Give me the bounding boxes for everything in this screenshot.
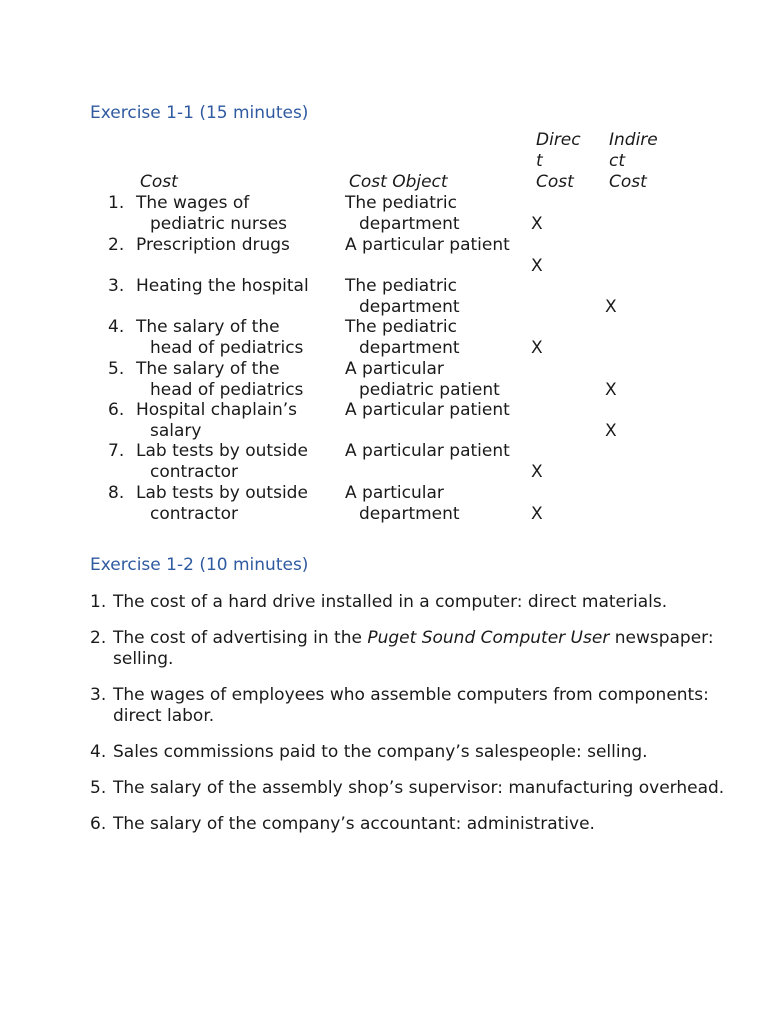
row-1-direct-mark: X: [531, 214, 543, 234]
row-6-indirect-mark: X: [605, 421, 617, 441]
row-1-number: 1.: [108, 193, 125, 213]
header-indirect-line-1: Indire: [609, 130, 658, 150]
list-item: 3. The wages of employees who assemble computers from components: direct labor.: [90, 685, 709, 726]
row-8-number: 8.: [108, 483, 125, 503]
header-cost: Cost: [140, 172, 178, 192]
exercise-1-2-title: Exercise 1-2 (10 minutes): [90, 555, 309, 575]
row-4-direct-mark: X: [531, 338, 543, 358]
row-8-direct-mark: X: [531, 504, 543, 524]
row-1-cost: The wages of: [136, 193, 250, 213]
header-indirect-line-2: ct: [609, 151, 626, 171]
row-2-direct-mark: X: [531, 256, 543, 276]
list-item: 5. The salary of the assembly shop’s supervisor: manufacturing overhead.: [90, 778, 725, 798]
list-item: 6. The salary of the company’s accountant: administrative.: [90, 814, 595, 834]
row-5-object-cont: pediatric patient: [359, 380, 500, 400]
row-5-cost: The salary of the: [136, 359, 280, 379]
header-direct-line-2: t: [536, 151, 543, 171]
header-indirect-line-3: Cost: [609, 172, 647, 192]
row-8-object: A particular: [345, 483, 444, 503]
row-4-cost: The salary of the: [136, 317, 280, 337]
row-6-cost: Hospital chaplain’s: [136, 400, 297, 420]
row-3-cost: Heating the hospital: [136, 276, 309, 296]
row-7-cost-cont: contractor: [150, 462, 238, 482]
row-6-cost-cont: salary: [150, 421, 202, 441]
row-7-cost: Lab tests by outside: [136, 441, 308, 461]
row-3-object-cont: department: [359, 297, 460, 317]
row-2-cost: Prescription drugs: [136, 235, 290, 255]
row-7-number: 7.: [108, 441, 125, 461]
row-4-number: 4.: [108, 317, 125, 337]
row-4-object: The pediatric: [345, 317, 457, 337]
list-item: 1. The cost of a hard drive installed in a computer: direct materials.: [90, 592, 668, 612]
header-direct-line-3: Cost: [536, 172, 574, 192]
row-8-cost-cont: contractor: [150, 504, 238, 524]
row-2-object: A particular patient: [345, 235, 510, 255]
row-1-object-cont: department: [359, 214, 460, 234]
list-item: 4. Sales commissions paid to the company’s salespeople: selling.: [90, 742, 648, 762]
row-1-object: The pediatric: [345, 193, 457, 213]
row-7-direct-mark: X: [531, 462, 543, 482]
row-5-cost-cont: head of pediatrics: [150, 380, 304, 400]
row-8-cost: Lab tests by outside: [136, 483, 308, 503]
row-6-number: 6.: [108, 400, 125, 420]
row-1-cost-cont: pediatric nurses: [150, 214, 288, 234]
header-cost-object: Cost Object: [349, 172, 448, 192]
row-8-object-cont: department: [359, 504, 460, 524]
row-4-object-cont: department: [359, 338, 460, 358]
row-5-object: A particular: [345, 359, 444, 379]
cost-classification-list: [90, 592, 730, 850]
row-3-object: The pediatric: [345, 276, 457, 296]
row-2-number: 2.: [108, 235, 125, 255]
row-6-object: A particular patient: [345, 400, 510, 420]
list-item: 2. The cost of advertising in the Puget Sound Computer User newspaper: selling.: [90, 628, 714, 669]
header-direct-line-1: Direc: [536, 130, 581, 150]
exercise-1-1-title: Exercise 1-1 (15 minutes): [90, 103, 309, 123]
row-5-indirect-mark: X: [605, 380, 617, 400]
newspaper-title: Puget Sound Computer User: [367, 628, 610, 648]
row-7-object: A particular patient: [345, 441, 510, 461]
row-5-number: 5.: [108, 359, 125, 379]
row-3-number: 3.: [108, 276, 125, 296]
row-4-cost-cont: head of pediatrics: [150, 338, 304, 358]
row-3-indirect-mark: X: [605, 297, 617, 317]
